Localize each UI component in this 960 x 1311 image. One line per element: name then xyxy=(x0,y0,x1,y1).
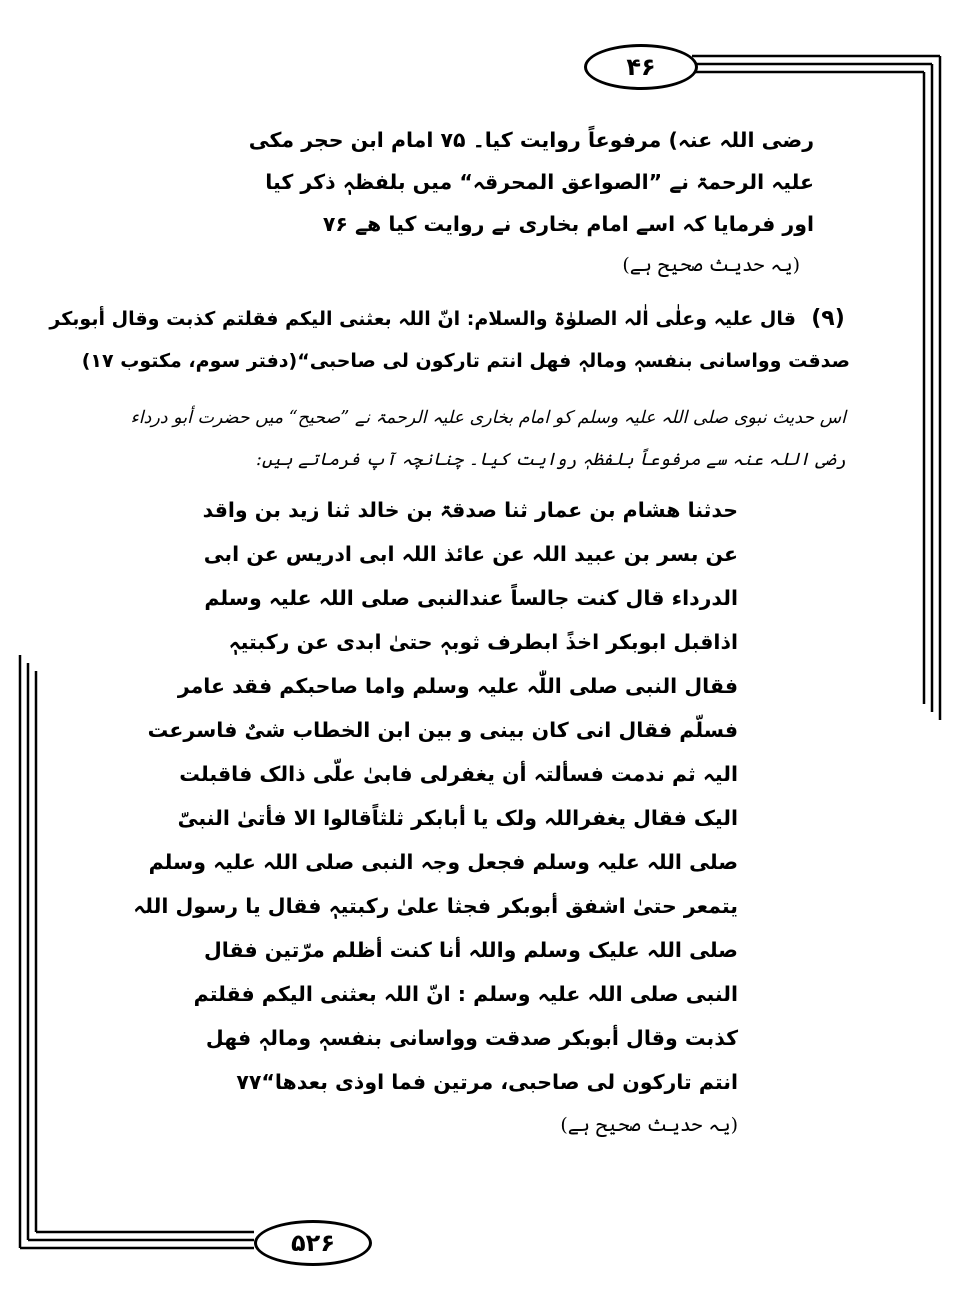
text-line: رضی اللہ عنہ) مرفوعاً روایت کیا۔ ۷۵ امام ابن حجر مکی xyxy=(248,128,814,152)
page-number-top: ۴۶ xyxy=(584,44,698,90)
hadith-line: صلی اللہ علیہ وسلم فجعل وجہ النبی صلی اللہ علیہ وسلم xyxy=(148,850,738,874)
hadith-line: صلی اللہ علیک وسلم واللہ أنا کنت أظلم مرّتین فقال xyxy=(204,938,738,962)
hadith-line: کذبت وقال أبوبکر صدقت وواسانی بنفسہٖ ومالہٖ فھل xyxy=(205,1026,738,1050)
quote-line: صدقت وواسانی بنفسہٖ ومالہٖ فھل انتم تارکون لی صاحبی“(دفتر سوم، مکتوب ۱۷) xyxy=(81,350,850,372)
hadith-line: النبی صلی اللہ علیہ وسلم : انّ اللہ بعثنی الیکم فقلتم xyxy=(193,982,738,1006)
quote-line: قال علیہ وعلٰی اٰلہ الصلوٰۃ والسلام: انّ اللہ بعثنی الیکم فقلتم کذبت وقال أبوبکر xyxy=(49,308,796,330)
item-number: (۹) xyxy=(811,306,845,331)
verdict-note: (یہ حدیث صحیح ہے) xyxy=(560,1114,738,1136)
hadith-line: عن بسر بن عبید اللہ عن عائذ اللہ ابی ادریس عن ابی xyxy=(203,542,738,566)
hadith-line: فقال النبی صلی اللّٰہ علیہ وسلم واما صاحبکم فقد عامر xyxy=(177,674,738,698)
page-number-bottom: ۵۲۶ xyxy=(254,1220,372,1266)
verdict-note: (یہ حدیث صحیح ہے) xyxy=(622,254,800,276)
text-line: اور فرمایا کہ اسے امام بخاری نے روایت کیا ھے ۷۶ xyxy=(322,212,814,236)
hadith-line: فسلّم فقال انی کان بینی و بین ابن الخطاب شیٌ فاسرعت xyxy=(147,718,738,742)
intro-line: اس حدیث نبوی صلی اللہ علیہ وسلم کو امام بخاری علیہ الرحمۃ نے ”صحیح“ میں حضرت أبو درداء xyxy=(130,408,846,428)
hadith-line: حدثنا ھشام بن عمار ثنا صدقۃ بن خالد ثنا زید بن واقد xyxy=(202,498,738,522)
hadith-line: الدرداء قال کنت جالساً عندالنبی صلی اللہ علیہ وسلم xyxy=(204,586,738,610)
hadith-line: یتمعر حتیٰ اشفق أبوبکر فجثا علیٰ رکبتیہٖ فقال یا رسول اللہ xyxy=(133,894,738,918)
hadith-line: انتم تارکون لی صاحبی، مرتین فما اوذی بعدھا“۷۷ xyxy=(236,1070,738,1094)
intro-line: رضی اللہ عنہ سے مرفوعاً بلفظہٖ روایت کیا۔ چنانچہ آپ فرماتے ہیں: xyxy=(255,450,846,470)
hadith-line: الیہ ثم ندمت فسألتہ أن یغفرلی فابیٰ علّی ذالک فاقبلت xyxy=(179,762,738,786)
hadith-line: اذاقبل ابوبکر اخذً ابطرف ثوبہٖ حتیٰ ابدی عن رکبتیہٖ xyxy=(228,630,738,654)
text-line: علیہ الرحمۃ نے ”الصواعق المحرقہ“ میں بلفظہٖ ذکر کیا xyxy=(265,170,814,194)
hadith-line: الیک فقال یغفراللہ ولک یا أبابکر ثلثاًقالوا الا فأتیٰ النبیّ xyxy=(177,806,738,830)
